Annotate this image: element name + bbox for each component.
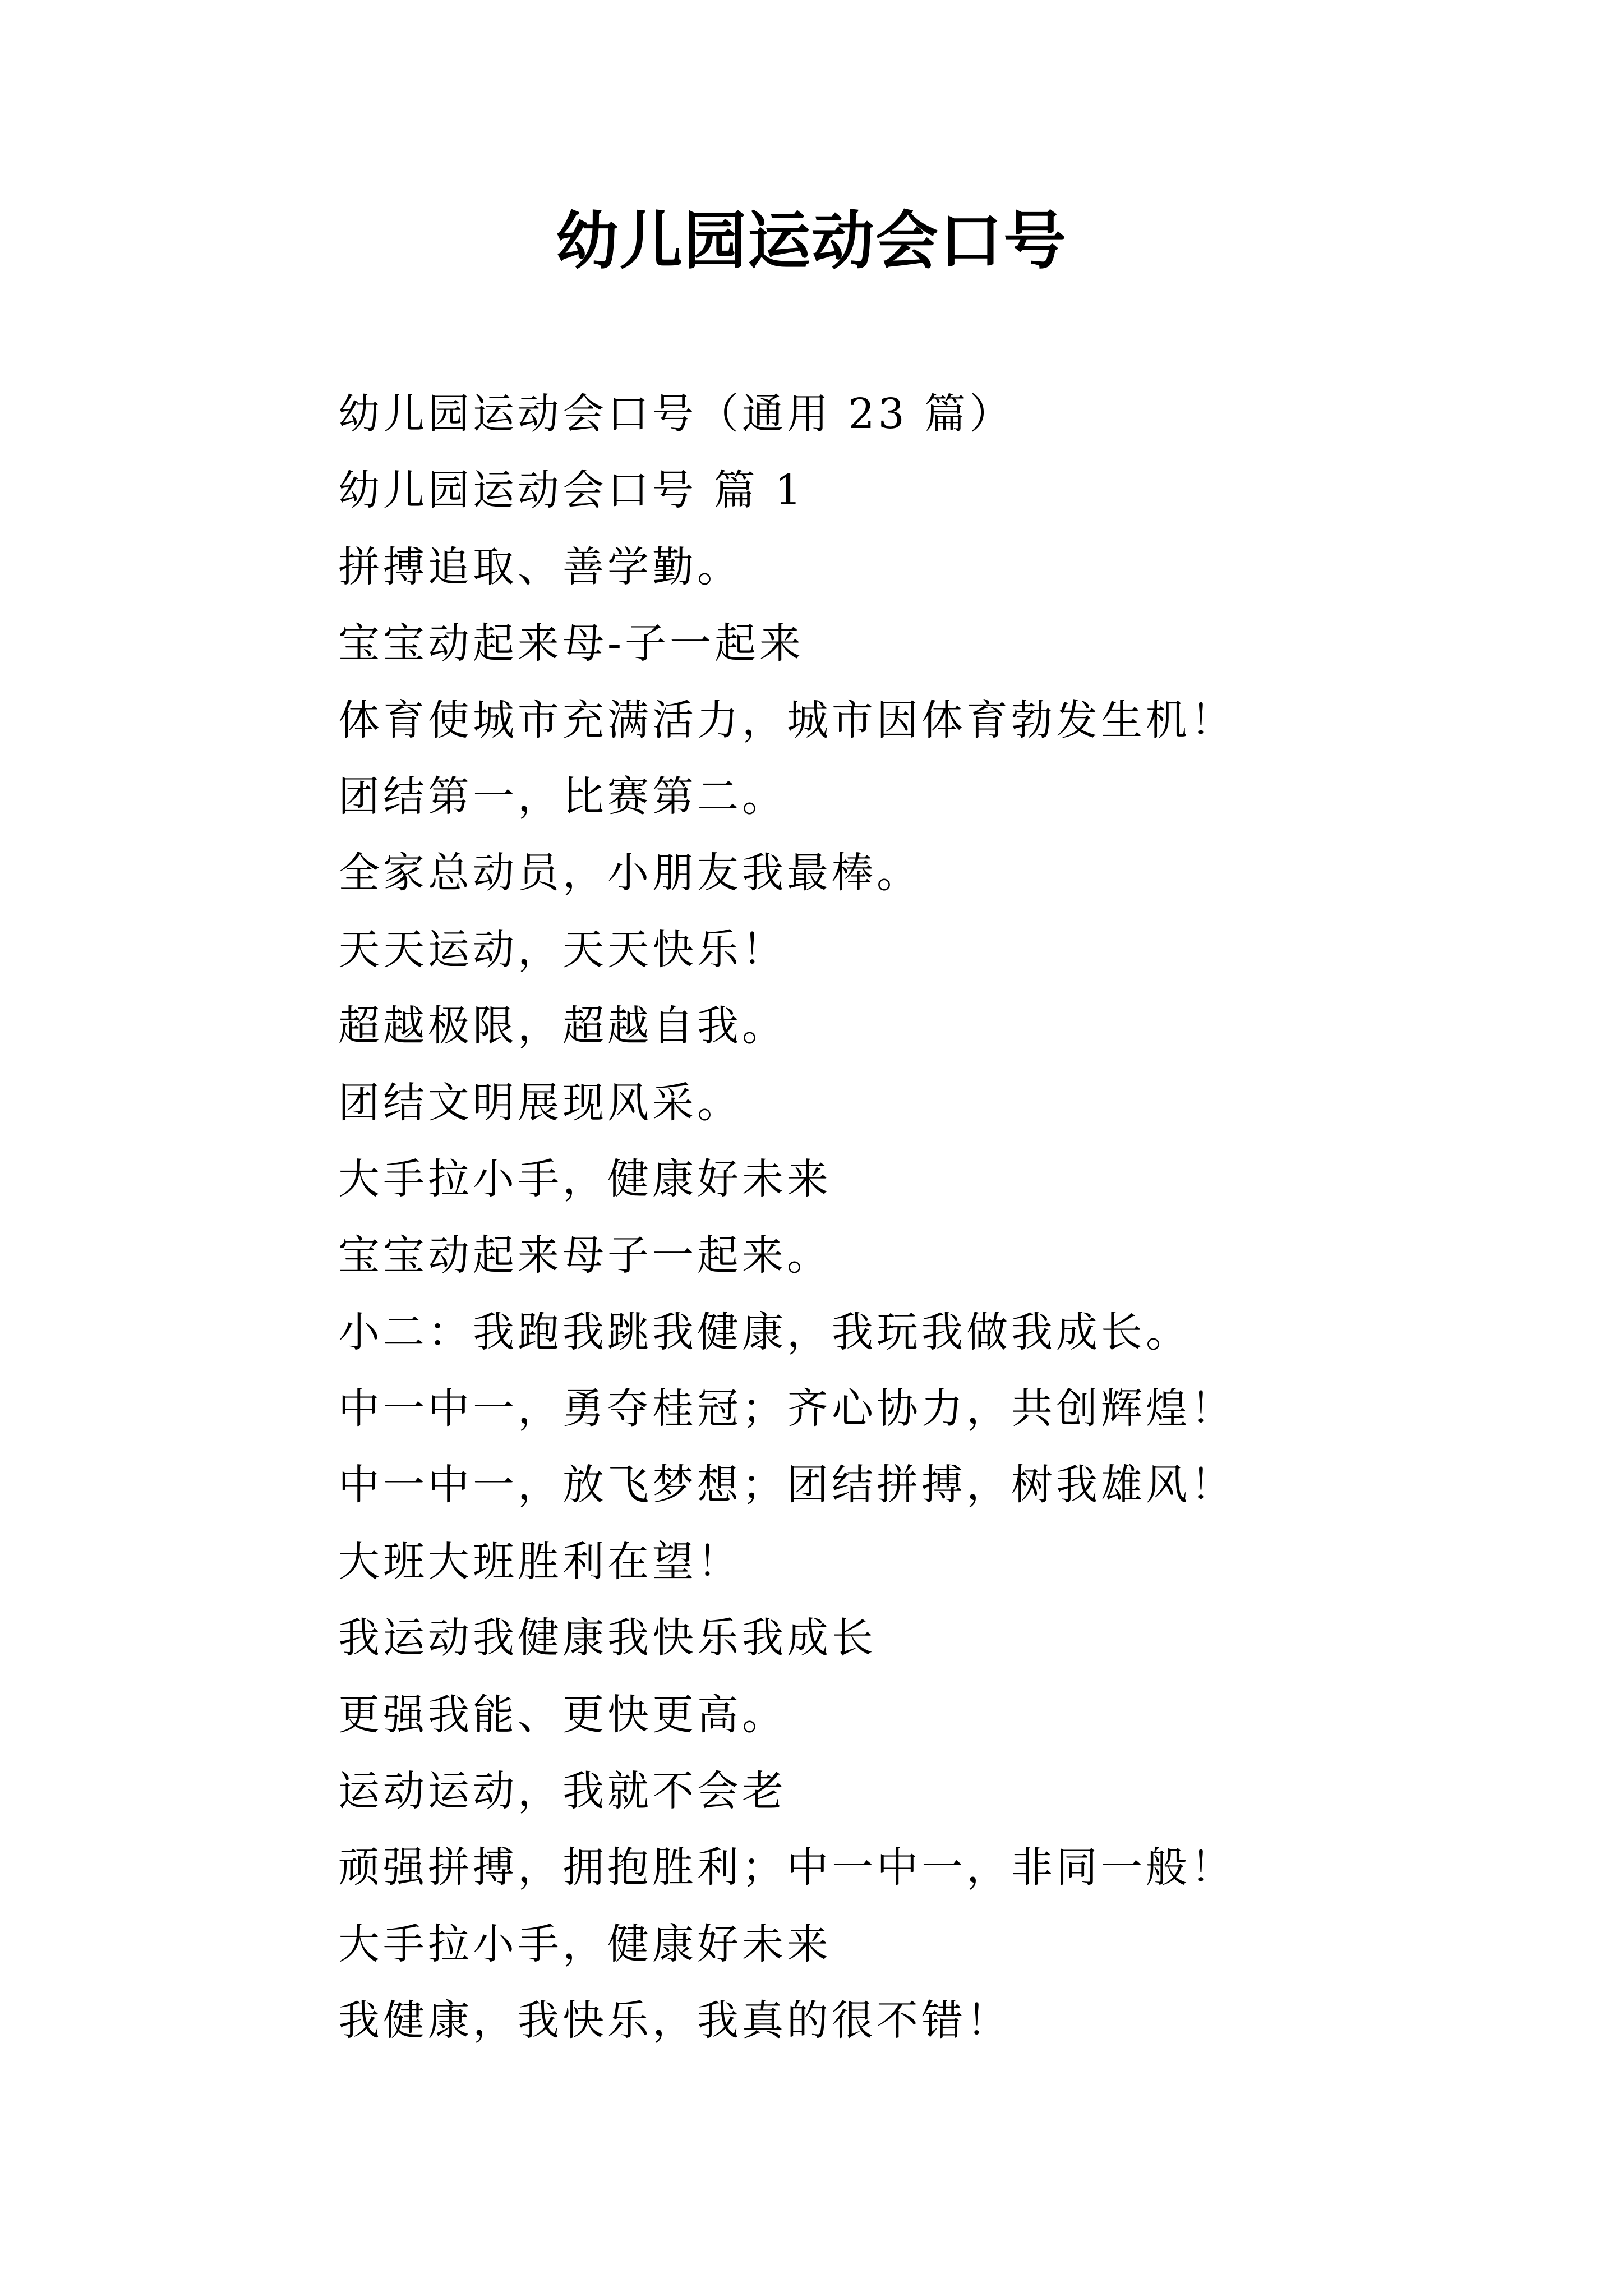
list-item: 超越极限，超越自我。 (338, 1002, 787, 1051)
list-item: 幼儿园运动会口号 篇 1 (338, 466, 805, 515)
list-item: 更强我能、更快更高。 (338, 1690, 787, 1739)
list-item: 天天运动，天天快乐！ (338, 925, 787, 974)
list-item: 体育使城市充满活力，城市因体育勃发生机！ (338, 696, 1235, 744)
list-item: 顽强拼搏，拥抱胜利；中一中一，非同一般！ (338, 1843, 1235, 1892)
list-item: 幼儿园运动会口号（通用 23 篇） (338, 390, 1015, 438)
list-item: 大手拉小手，健康好未来 (338, 1154, 832, 1203)
list-item: 中一中一，勇夺桂冠；齐心协力，共创辉煌！ (338, 1384, 1235, 1433)
list-item: 团结文明展现风采。 (338, 1078, 742, 1127)
page-title: 幼儿园运动会口号 (556, 205, 1067, 278)
list-item: 大手拉小手，健康好未来 (338, 1920, 832, 1968)
list-item: 拼搏追取、善学勤。 (338, 542, 742, 591)
list-item: 全家总动员，小朋友我最棒。 (338, 849, 921, 898)
list-item: 运动运动，我就不会老 (338, 1767, 787, 1816)
list-item: 我健康，我快乐，我真的很不错！ (338, 1996, 1011, 2045)
list-item: 宝宝动起来母-子一起来 (338, 619, 805, 668)
list-item: 大班大班胜利在望！ (338, 1537, 742, 1586)
list-item: 小二：我跑我跳我健康，我玩我做我成长。 (338, 1308, 1191, 1356)
list-item: 中一中一，放飞梦想；团结拼搏，树我雄风！ (338, 1461, 1235, 1510)
list-item: 团结第一，比赛第二。 (338, 772, 787, 821)
list-item: 我运动我健康我快乐我成长 (338, 1614, 877, 1663)
slogan-list (338, 376, 1516, 2059)
list-item: 宝宝动起来母子一起来。 (338, 1231, 832, 1280)
